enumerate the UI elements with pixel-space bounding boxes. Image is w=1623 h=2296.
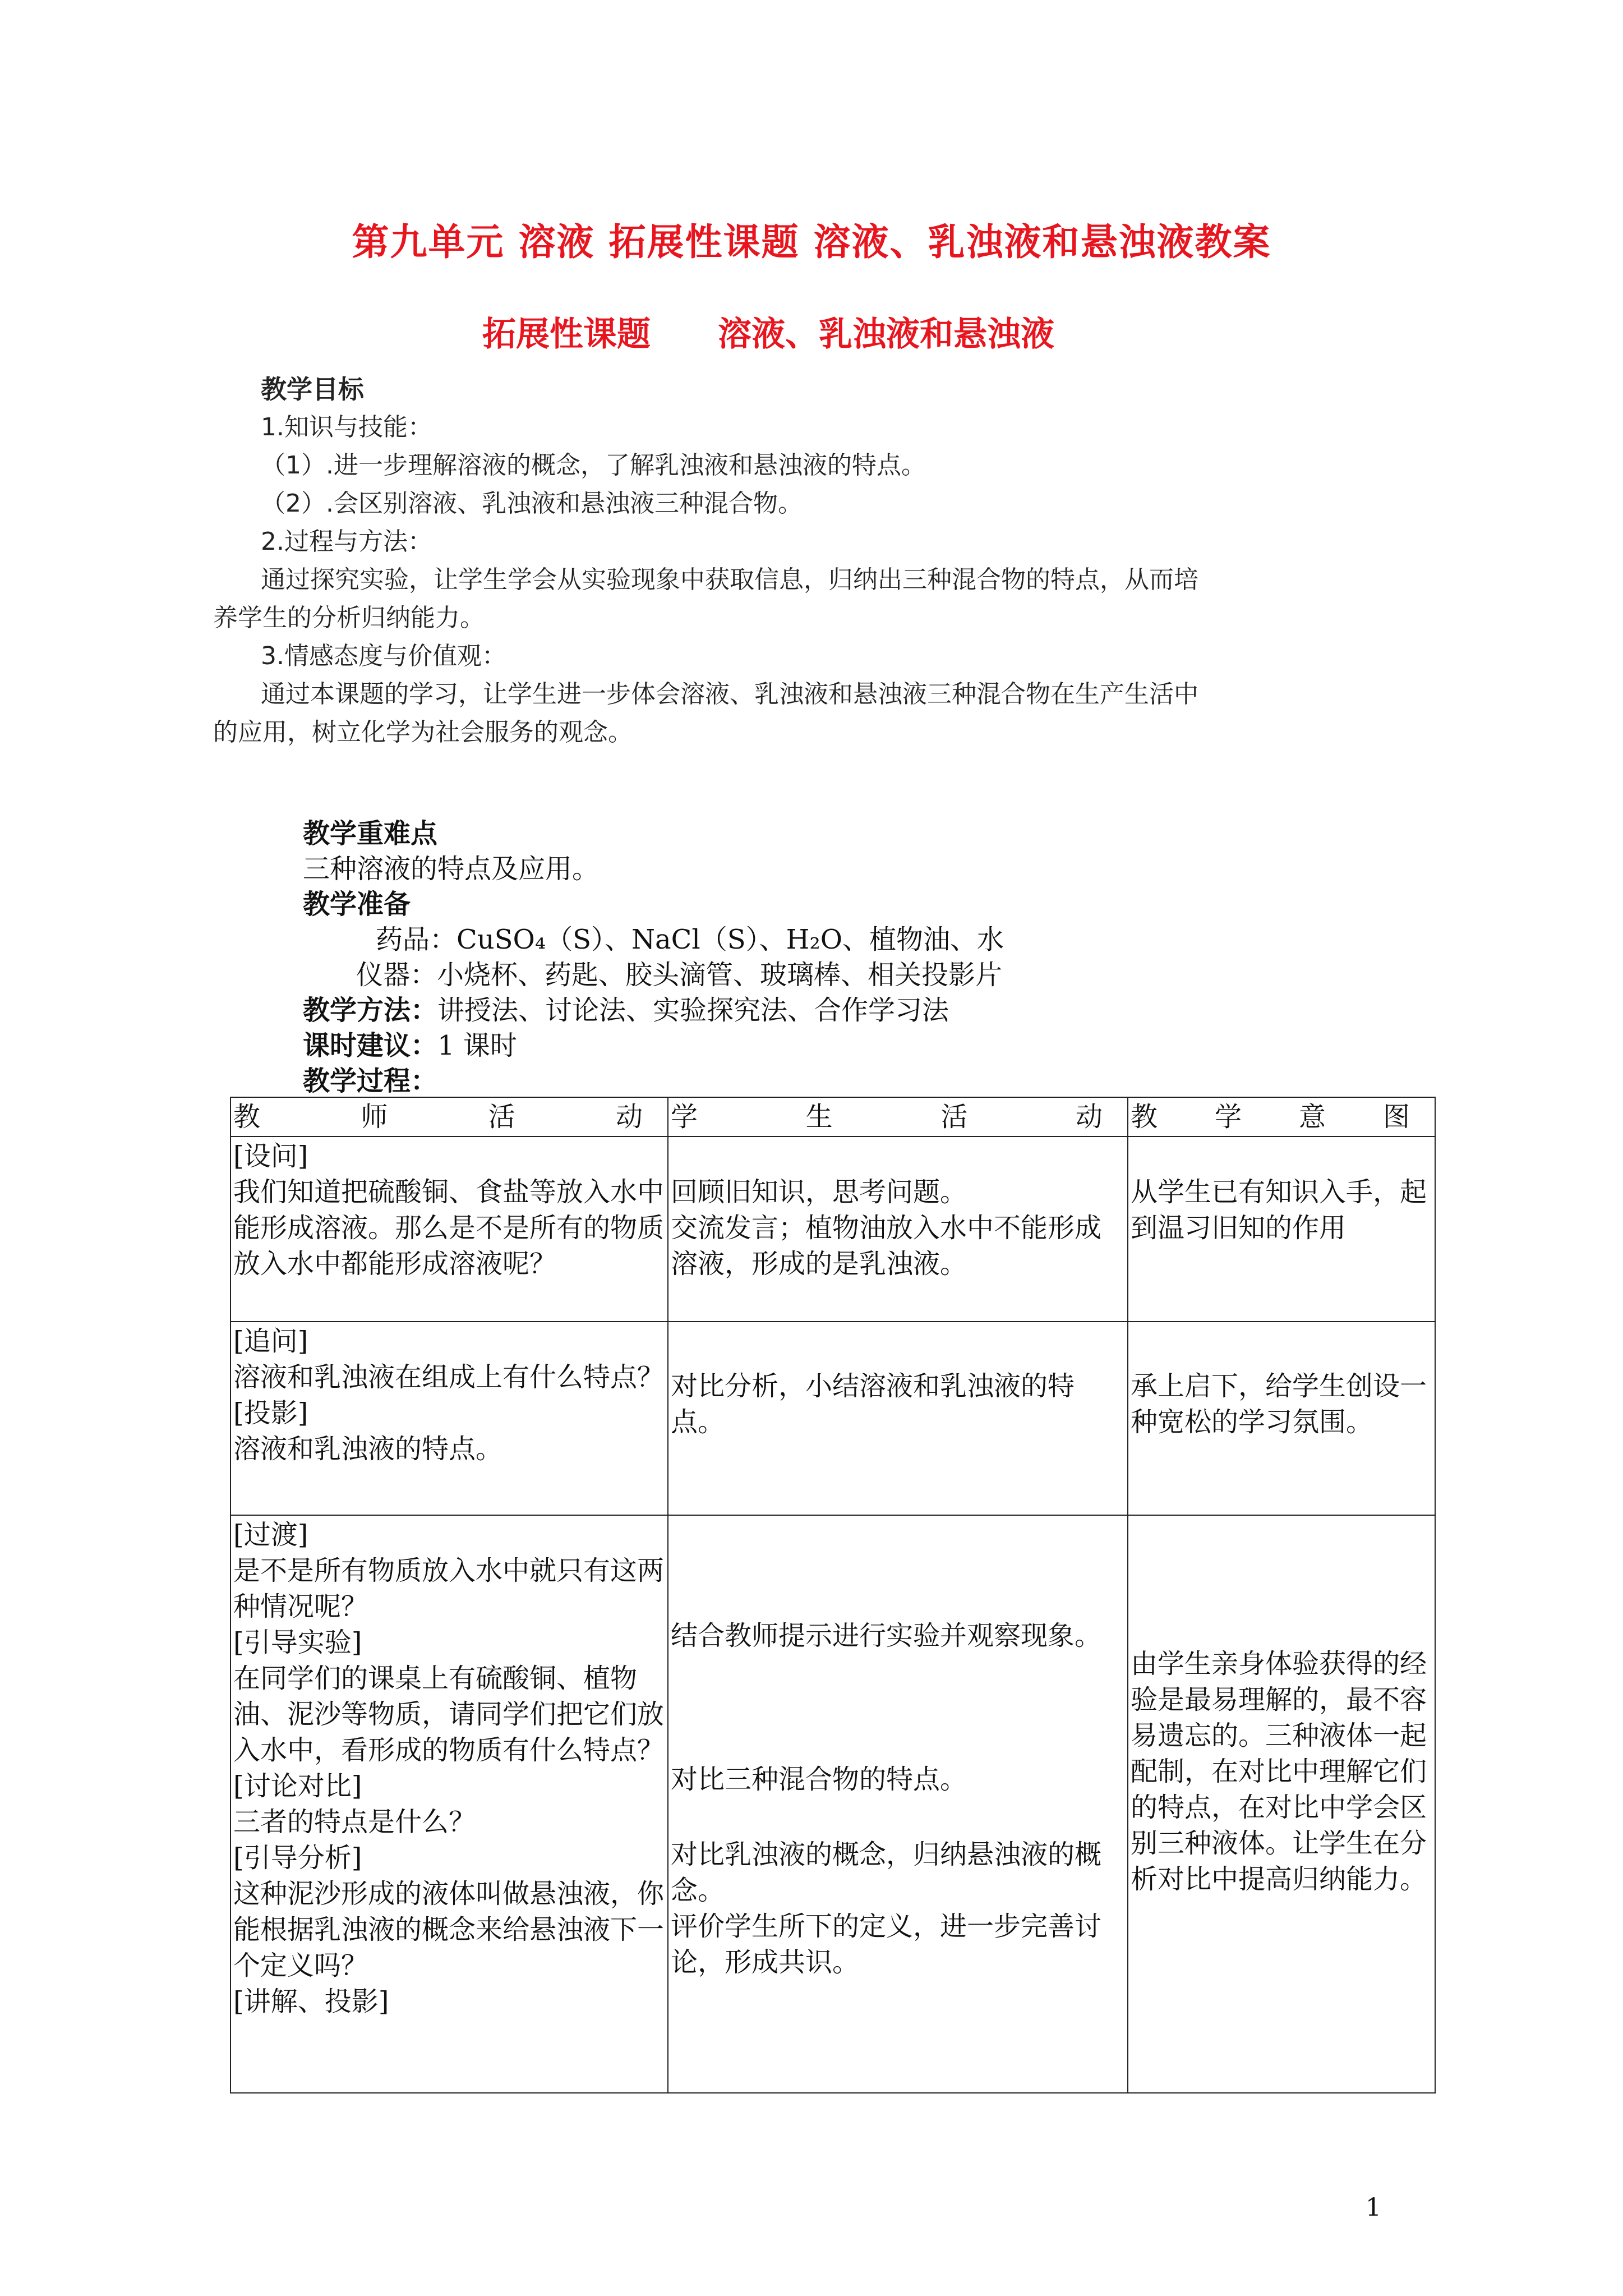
objective-line: 1.知识与技能： (261, 413, 432, 441)
instruments-line (303, 958, 1312, 993)
drugs-line (303, 922, 1312, 958)
intent-cell: 承上启下，给学生创设一种宽松的学习氛围。 (1128, 1322, 1435, 1515)
objective-line: 的应用，树立化学为社会服务的观念。 (213, 718, 633, 747)
document-subtitle (482, 307, 1054, 356)
drugs-text: CuSO₄（S）、NaCl（S）、H₂O、植物油、水 (457, 924, 1004, 955)
instruments-label: 仪器： (356, 959, 437, 991)
lesson-process-table (230, 1097, 1436, 2093)
table-header-row (230, 1097, 1435, 1137)
student-cell: 回顾旧知识，思考问题。 交流发言；植物油放入水中不能形成溶液，形成的是乳浊液。 (668, 1137, 1128, 1322)
subtitle-left: 拓展性课题 (482, 315, 651, 354)
subtitle-right: 溶液、乳浊液和悬浊液 (718, 315, 1054, 354)
student-cell: 对比分析，小结溶液和乳浊液的特点。 (668, 1322, 1128, 1515)
objective-line: 通过本课题的学习，让学生进一步体会溶液、乳浊液和悬浊液三种混合物在生产生活中 (261, 680, 1198, 708)
objective-line: 3.情感态度与价值观： (261, 642, 506, 670)
method-text: 讲授法、讨论法、实验探究法、合作学习法 (437, 995, 949, 1026)
key-points-heading: 教学重难点 (303, 818, 438, 849)
method-label: 教学方法： (303, 995, 438, 1026)
intent-cell: 从学生已有知识入手，起到温习旧知的作用 (1128, 1137, 1435, 1322)
key-points-text: 三种溶液的特点及应用。 (303, 853, 600, 885)
header-teaching-intent: 教 学 意 图 (1128, 1097, 1435, 1137)
process-heading: 教学过程： (303, 1065, 438, 1097)
table-row (230, 1515, 1435, 2093)
intent-cell: 由学生亲身体验获得的经验是最易理解的，最不容易遗忘的。三种液体一起配制，在对比中理解它们的特点，在对比中学会区别三种液体。让学生在分析对比中提高归纳能力。 (1128, 1515, 1435, 2093)
instruments-text: 小烧杯、药匙、胶头滴管、玻璃棒、相关投影片 (437, 959, 1003, 991)
header-student-activity: 学 生 活 动 (668, 1097, 1128, 1137)
page-number: 1 (1366, 2193, 1381, 2222)
teacher-cell: [设问] 我们知道把硫酸铜、食盐等放入水中能形成溶液。那么是不是所有的物质放入水中都能形成溶液呢？ (230, 1137, 668, 1322)
hours-text: 1 课时 (437, 1030, 517, 1061)
document-title: 第九单元 溶液 拓展性课题 溶液、乳浊液和悬浊液教案 (352, 220, 1271, 264)
objective-line: 养学生的分析归纳能力。 (213, 604, 485, 632)
method-line (303, 993, 1312, 1028)
objectives-section (213, 370, 1307, 752)
table-row (230, 1322, 1435, 1515)
header-teacher-activity: 教 师 活 动 (230, 1097, 668, 1137)
hours-label: 课时建议： (303, 1030, 438, 1061)
objectives-heading: 教学目标 (261, 374, 364, 404)
objective-line: 2.过程与方法： (261, 527, 432, 556)
preparation-section (303, 816, 1312, 1099)
student-cell: 结合教师提示进行实验并观察现象。 对比三种混合物的特点。 对比乳浊液的概念，归纳悬浊液的概念。 评价学生所下的定义，进一步完善讨论，形成共识。 (668, 1515, 1128, 2093)
teacher-cell: [追问] 溶液和乳浊液在组成上有什么特点？ [投影] 溶液和乳浊液的特点。 (230, 1322, 668, 1515)
objective-line: （1）.进一步理解溶液的概念，了解乳浊液和悬浊液的特点。 (261, 451, 926, 480)
preparation-heading: 教学准备 (303, 889, 411, 920)
objective-line: 通过探究实验，让学生学会从实验现象中获取信息，归纳出三种混合物的特点，从而培 (261, 565, 1198, 594)
hours-line (303, 1028, 1312, 1064)
drugs-label: 药品： (376, 924, 457, 955)
objective-line: （2）.会区别溶液、乳浊液和悬浊液三种混合物。 (261, 489, 803, 518)
table-row (230, 1137, 1435, 1322)
teacher-cell: [过渡] 是不是所有物质放入水中就只有这两种情况呢？ [引导实验] 在同学们的课桌上有硫酸铜、植物油、泥沙等物质，请同学们把它们放入水中，看形成的物质有什么特点？ [讨论对比] 三者的特点是什么？ [引导分析] 这种泥沙形成的液体叫做悬浊液，你能根据乳浊液的概念来给悬浊液下一个定义吗？ [讲解、投影] (230, 1515, 668, 2093)
